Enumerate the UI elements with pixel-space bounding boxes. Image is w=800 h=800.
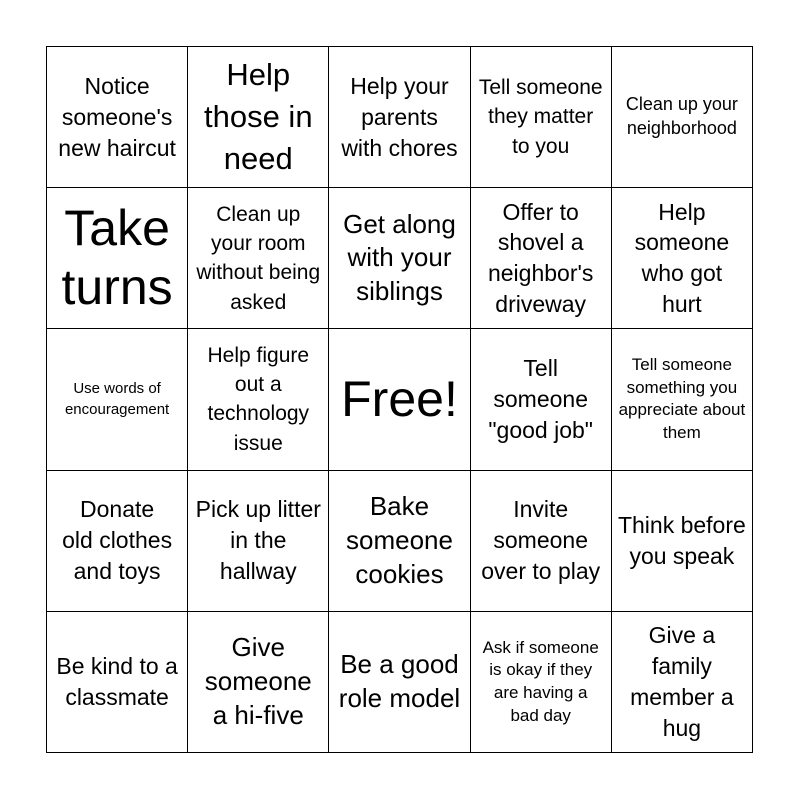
- bingo-cell[interactable]: [471, 188, 612, 329]
- cell-label: Get along with your siblings: [343, 208, 456, 307]
- bingo-cell[interactable]: [612, 612, 753, 753]
- cell-label: Tell someone something you appreciate about them: [618, 355, 746, 443]
- bingo-cell[interactable]: [329, 612, 470, 753]
- cell-label: Be kind to a classmate: [56, 653, 178, 710]
- bingo-cell[interactable]: [612, 188, 753, 329]
- free-label: Free!: [341, 370, 458, 427]
- cell-label: Invite someone over to play: [481, 496, 601, 585]
- cell-label: Pick up litter in the hallway: [195, 496, 321, 585]
- bingo-cell[interactable]: [612, 47, 753, 188]
- bingo-cell[interactable]: [612, 471, 753, 612]
- cell-label: Tell someone "good job": [488, 355, 593, 443]
- bingo-cell[interactable]: [47, 47, 188, 188]
- cell-label: Help your parents with chores: [341, 72, 458, 161]
- bingo-cell[interactable]: [612, 329, 753, 470]
- bingo-cell[interactable]: [47, 188, 188, 329]
- bingo-board: [46, 46, 753, 753]
- cell-label: Help those in need: [203, 56, 313, 177]
- cell-label: Clean up your neighborhood: [625, 94, 738, 139]
- bingo-cell[interactable]: [188, 188, 329, 329]
- cell-label: Give a family member a hug: [630, 622, 734, 741]
- cell-label: Use words of encouragement: [64, 379, 170, 419]
- bingo-cell[interactable]: [329, 471, 470, 612]
- bingo-cell[interactable]: [47, 471, 188, 612]
- bingo-cell[interactable]: [47, 612, 188, 753]
- bingo-cell[interactable]: [47, 329, 188, 470]
- cell-label: Donate old clothes and toys: [62, 496, 173, 585]
- bingo-cell[interactable]: [188, 329, 329, 470]
- bingo-cell[interactable]: [471, 47, 612, 188]
- bingo-cell[interactable]: [329, 47, 470, 188]
- cell-label: Help figure out a technology issue: [207, 343, 310, 455]
- cell-label: Tell someone they matter to you: [478, 76, 603, 158]
- bingo-cell[interactable]: [471, 329, 612, 470]
- cell-label: Bake someone cookies: [346, 491, 453, 589]
- cell-label: Ask if someone is okay if they are having a bad day: [482, 637, 599, 725]
- cell-label: Help someone who got hurt: [634, 198, 730, 318]
- cell-label: Be a good role model: [338, 649, 461, 713]
- cell-label: Give someone a hi-five: [204, 632, 312, 730]
- bingo-cell[interactable]: [188, 612, 329, 753]
- cell-label: Think before you speak: [617, 511, 746, 569]
- bingo-cell[interactable]: [188, 47, 329, 188]
- bingo-cell[interactable]: [188, 471, 329, 612]
- bingo-cell[interactable]: [471, 471, 612, 612]
- bingo-cell[interactable]: [329, 188, 470, 329]
- bingo-cell-free[interactable]: [329, 329, 470, 470]
- bingo-cell[interactable]: [471, 612, 612, 753]
- cell-label: Notice someone's new haircut: [58, 72, 176, 161]
- cell-label: Offer to shovel a neighbor's driveway: [487, 198, 594, 318]
- cell-label: Clean up your room without being asked: [196, 202, 321, 314]
- cell-label: Take turns: [61, 200, 173, 316]
